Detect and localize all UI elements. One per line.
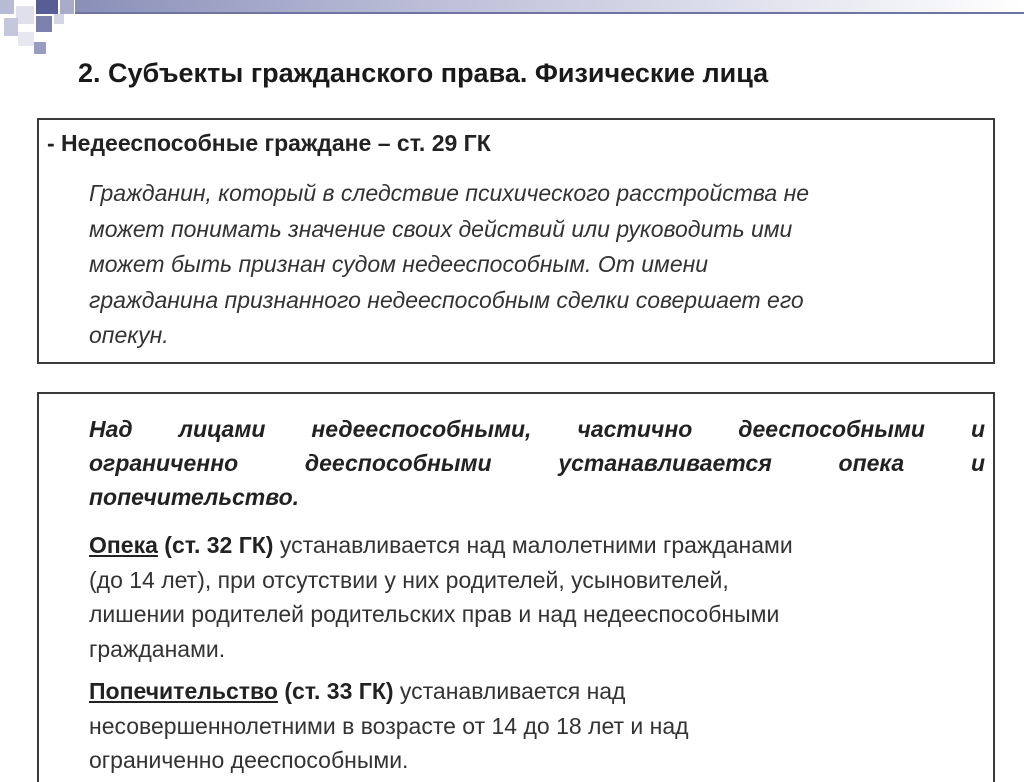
text-line: попечительство. [89,484,300,510]
incapable-citizens-heading: - Недееспособные граждане – ст. 29 ГК [47,130,491,156]
decor-square [34,42,46,54]
guardianship-term: Опека [89,532,158,558]
text-line: несовершеннолетними в возрасте от 14 до 18 лет и над [89,712,689,739]
text-line: ограниченно дееспособными устанавливается опека и [89,450,985,476]
decor-square [18,32,34,46]
decor-square [54,14,64,24]
header-gradient-band [75,0,1024,12]
decor-square [60,0,74,14]
decor-square [0,0,14,14]
trusteeship-paragraph [89,674,989,778]
header-rule [75,12,1024,14]
trusteeship-article-ref: (ст. 33 ГК) [277,678,394,704]
incapable-citizens-text [89,176,989,354]
text-line: ограниченно дееспособными. [89,747,409,773]
decor-square [4,18,18,36]
incapable-citizens-box [37,118,995,364]
text-line: гражданами. [89,635,226,662]
decor-square [36,0,58,14]
slide-title: 2. Субъекты гражданского права. Физические лица [78,58,769,88]
guardianship-paragraph [89,528,989,666]
guardianship-intro [89,412,985,514]
text-line: опекун. [89,322,169,348]
text-line: лишении родителей родительских прав и над недееспособными [89,601,780,627]
text-line: может быть признан судом недееспособным. От имени [89,251,709,277]
text-line [89,528,989,563]
text-line: гражданина признанного недееспособным сделки совершает его [89,286,804,313]
guardianship-article-ref: (ст. 32 ГК) [157,532,274,558]
text-line: (до 14 лет), при отсутствии у них родителей, усыновителей, [89,566,729,593]
trusteeship-first-line-rest: устанавливается над [393,678,626,704]
text-line: Гражданин, который в следствие психического расстройства не [89,180,810,206]
decor-square [16,6,34,24]
guardianship-box [37,392,995,782]
text-line [89,674,989,709]
text-line: Над лицами недееспособными, частично дееспособными и [89,416,985,442]
guardianship-first-line-rest: устанавливается над малолетними гражданами [273,532,793,558]
trusteeship-term: Попечительство [89,678,278,704]
text-line: может понимать значение своих действий или руководить ими [89,215,793,242]
decor-square [36,16,52,32]
